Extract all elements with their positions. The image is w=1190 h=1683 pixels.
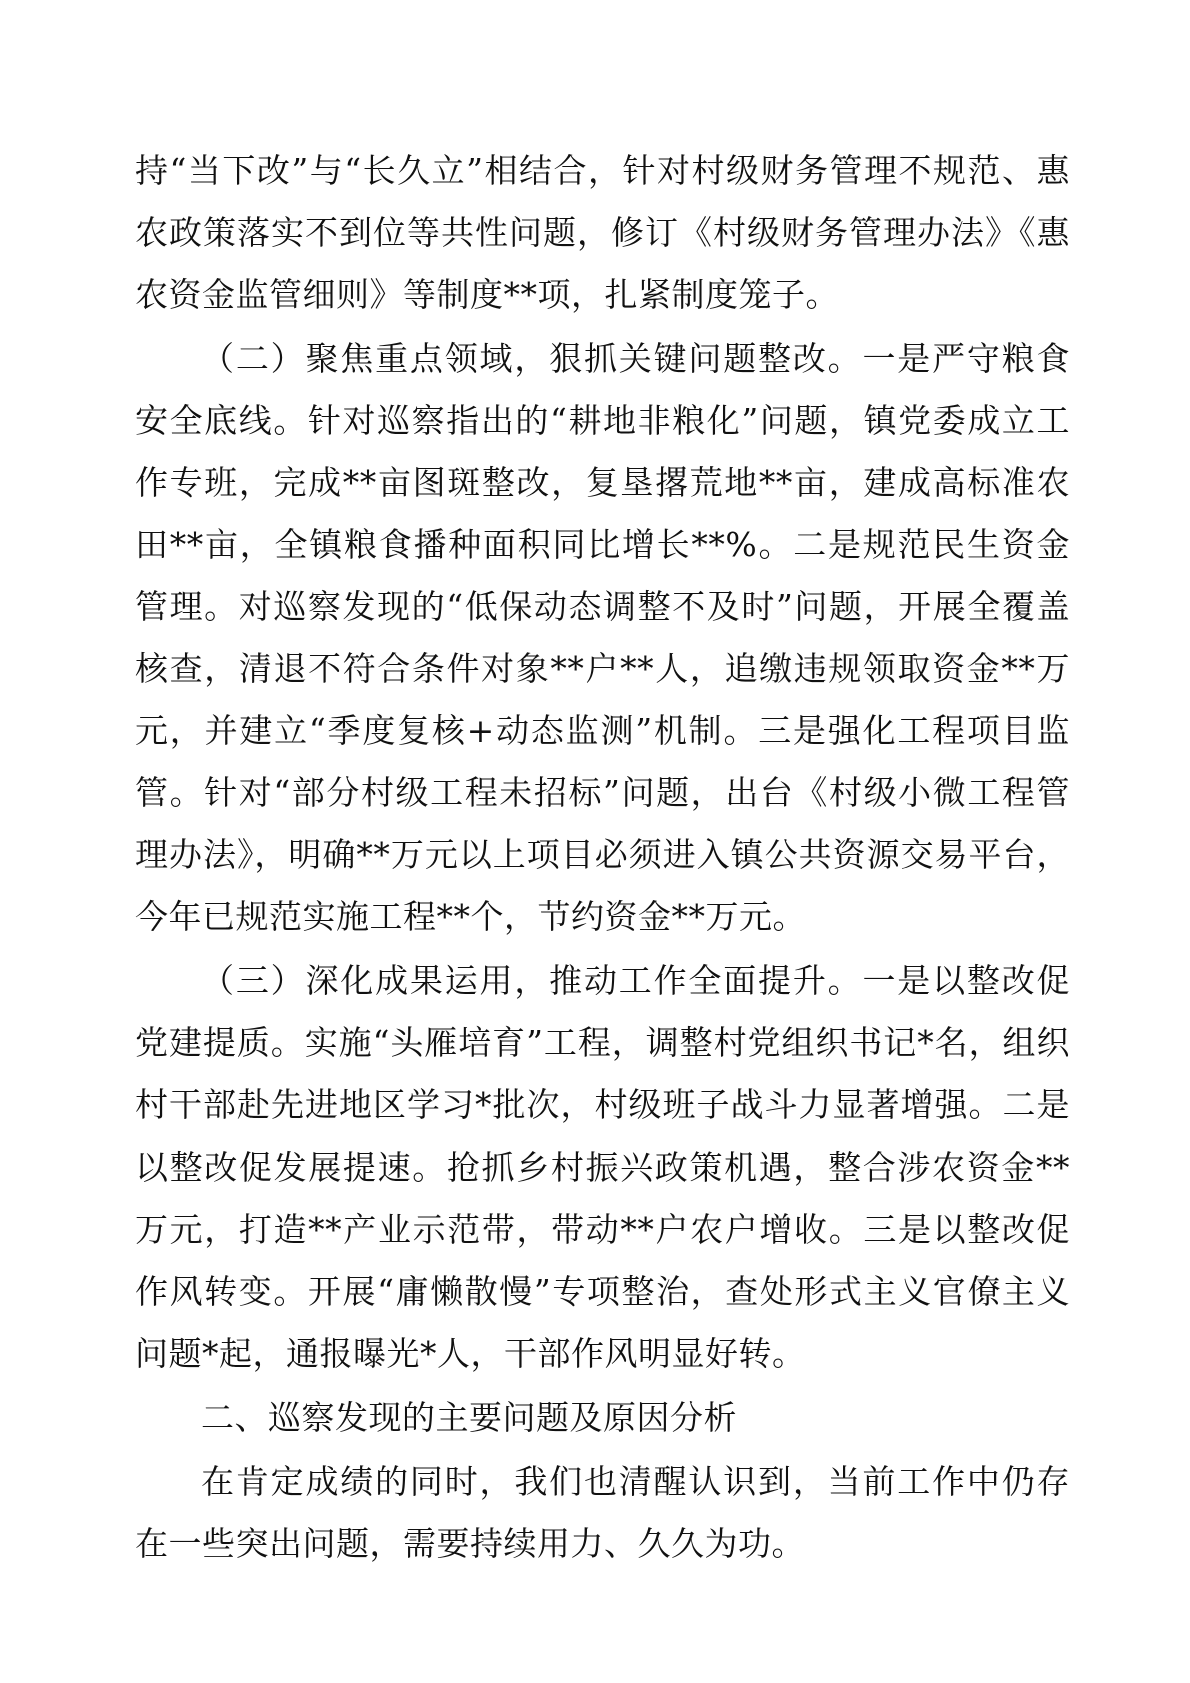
paragraph-closing: 在肯定成绩的同时，我们也清醒认识到，当前工作中仍存在一些突出问题，需要持续用力、久久为功。 (135, 1461, 1070, 1563)
document-body (135, 140, 1070, 1575)
paragraph-section-three: （三）深化成果运用，推动工作全面提升。一是以整改促党建提质。实施“头雁培育”工程，调整村党组织书记*名，组织村干部赴先进地区学习*批次，村级班子战斗力显著增强。二是以整改促发展提速。抢抓乡村振兴政策机遇，整合涉农资金**万元，打造**产业示范带，带动**户农户增收。三是以整改促作风转变。开展“庸懒散慢”专项整治，查处形式主义官僚主义问题*起，通报曝光*人，干部作风明显好转。 (135, 961, 1070, 1373)
heading-section-two: 二、巡察发现的主要问题及原因分析 (201, 1397, 737, 1437)
paragraph-section-two: （二）聚焦重点领域，狠抓关键问题整改。一是严守粮食安全底线。针对巡察指出的“耕地非粮化”问题，镇党委成立工作专班，完成**亩图斑整改，复垦撂荒地**亩，建成高标准农田**亩，全镇粮食播种面积同比增长**%。二是规范民生资金管理。对巡察发现的“低保动态调整不及时”问题，开展全覆盖核查，清退不符合条件对象**户**人，追缴违规领取资金**万元，并建立“季度复核+动态监测”机制。三是强化工程项目监管。针对“部分村级工程未招标”问题，出台《村级小微工程管理办法》，明确**万元以上项目必须进入镇公共资源交易平台，今年已规范实施工程**个，节约资金**万元。 (135, 339, 1071, 937)
paragraph-continuation: 持“当下改”与“长久立”相结合，针对村级财务管理不规范、惠农政策落实不到位等共性问题，修订《村级财务管理办法》《惠农资金监管细则》等制度**项，扎紧制度笼子。 (135, 151, 1070, 315)
